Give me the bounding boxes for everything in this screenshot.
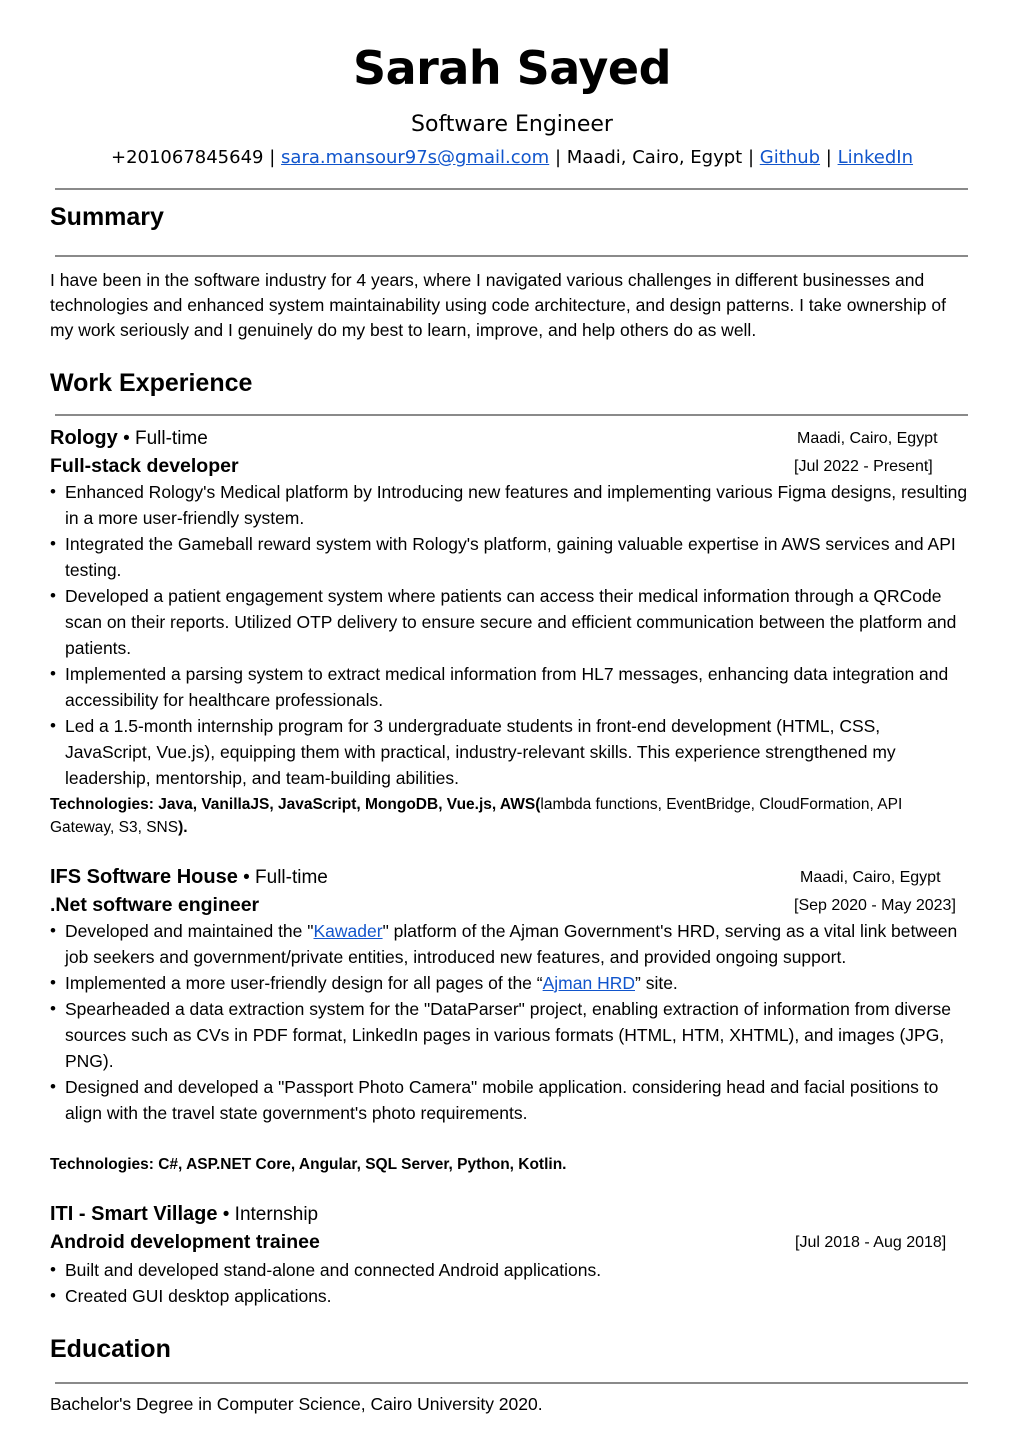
job-bullets xyxy=(50,918,970,1126)
summary-text: I have been in the software industry for 4 years, where I navigated various challenges in different businesses and technologies and enhanced system maintainability using code architecture, and design patterns. I take ownership of my work seriously and I genuinely do my best to learn, improve, and help others do as well. xyxy=(50,270,946,340)
separator: | xyxy=(825,147,832,168)
list-item: • Integrated the Gameball reward system with Rology's platform, gaining valuable expertise in AWS services and API testing. xyxy=(50,531,970,583)
contact-line xyxy=(0,145,1024,171)
technologies-line xyxy=(50,1153,970,1176)
bullet-text: " platform of the Ajman Government's HRD, serving as a vital link between job seekers and government/private entities, introduced new features, and provided ongoing support. xyxy=(65,921,958,967)
list-item xyxy=(50,970,970,996)
location: Maadi, Cairo, Egypt xyxy=(566,147,743,168)
bullet-text: Implemented a more user-friendly design for all pages of the “ xyxy=(65,973,543,993)
employment-type: • Internship xyxy=(222,1204,319,1225)
job-role: Full-stack developer xyxy=(50,455,239,477)
job-dates: [Jul 2022 - Present] xyxy=(794,458,933,475)
list-item: • Designed and developed a "Passport Photo Camera" mobile application. considering head and facial positions to align with the travel state government's photo requirements. xyxy=(50,1074,970,1126)
list-item: • Led a 1.5-month internship program for 3 undergraduate students in front-end development (HTML, CSS, JavaScript, Vue.js), equipping them with practical, industry-relevant skills. This experience strengthened my leadership, mentorship, and team-building abilities. xyxy=(50,713,970,791)
email-link[interactable]: sara.mansour97s@gmail.com xyxy=(281,147,550,168)
bullet-text: ” site. xyxy=(635,973,678,993)
bullet-text: Developed and maintained the " xyxy=(65,921,314,941)
work-experience-heading: Work Experience xyxy=(50,369,253,397)
list-item: • Enhanced Rology's Medical platform by Introducing new features and implementing various Figma designs, resulting in a more user-friendly system. xyxy=(50,479,970,531)
job-role: .Net software engineer xyxy=(50,894,260,916)
separator: | xyxy=(269,147,276,168)
job-role: Android development trainee xyxy=(50,1231,320,1253)
technologies-detail: lambda functions, EventBridge, CloudFormation, API Gateway, S3, SNS xyxy=(50,796,903,836)
employment-type: • Full-time xyxy=(243,867,328,888)
company-name: ITI - Smart Village xyxy=(50,1203,218,1225)
technologies-label: Technologies: C#, ASP.NET Core, Angular, SQL Server, Python, Kotlin. xyxy=(50,1156,567,1173)
separator: | xyxy=(747,147,755,168)
divider xyxy=(55,255,968,257)
company-header xyxy=(50,425,208,452)
company-header xyxy=(50,1201,318,1228)
job-title: Software Engineer xyxy=(411,112,613,137)
phone-number: +201067845649 xyxy=(110,147,264,168)
job-location: Maadi, Cairo, Egypt xyxy=(797,430,938,447)
company-name: Rology xyxy=(50,427,118,449)
candidate-name: Sarah Sayed xyxy=(352,41,672,95)
summary-heading: Summary xyxy=(50,203,164,231)
job-bullets xyxy=(50,1257,970,1309)
ajman-hrd-link[interactable]: Ajman HRD xyxy=(542,973,635,993)
divider xyxy=(55,188,968,190)
employment-type: • Full-time xyxy=(123,428,208,449)
linkedin-link[interactable]: LinkedIn xyxy=(837,147,914,168)
technologies-line xyxy=(50,793,970,839)
technologies-label: Technologies: Java, VanillaJS, JavaScript, MongoDB, Vue.js, AWS( xyxy=(50,796,541,813)
list-item: • Developed a patient engagement system where patients can access their medical information through a QRCode scan on their reports. Utilized OTP delivery to ensure secure and efficient communication between the platform and patients. xyxy=(50,583,970,661)
job-dates: [Jul 2018 - Aug 2018] xyxy=(795,1234,947,1251)
list-item: • Implemented a parsing system to extract medical information from HL7 messages, enhancing data integration and accessibility for healthcare professionals. xyxy=(50,661,970,713)
job-dates: [Sep 2020 - May 2023] xyxy=(794,897,956,914)
kawader-link[interactable]: Kawader xyxy=(313,921,383,941)
education-text: Bachelor's Degree in Computer Science, Cairo University 2020. xyxy=(50,1394,543,1414)
list-item: • Created GUI desktop applications. xyxy=(50,1283,970,1309)
list-item: • Built and developed stand-alone and connected Android applications. xyxy=(50,1257,970,1283)
education-heading: Education xyxy=(50,1335,171,1363)
company-header xyxy=(50,864,328,891)
technologies-end: ). xyxy=(178,819,188,836)
separator: | xyxy=(554,147,562,168)
divider xyxy=(55,1382,968,1384)
list-item xyxy=(50,918,970,970)
job-bullets xyxy=(50,479,970,791)
github-link[interactable]: Github xyxy=(759,147,821,168)
list-item: • Spearheaded a data extraction system for the "DataParser" project, enabling extraction of information from diverse sources such as CVs in PDF format, LinkedIn pages in various formats (HTML, HTM, XHTML), and images (JPG, PNG). xyxy=(50,996,970,1074)
company-name: IFS Software House xyxy=(50,866,238,888)
divider xyxy=(55,414,968,416)
job-location: Maadi, Cairo, Egypt xyxy=(800,869,941,886)
